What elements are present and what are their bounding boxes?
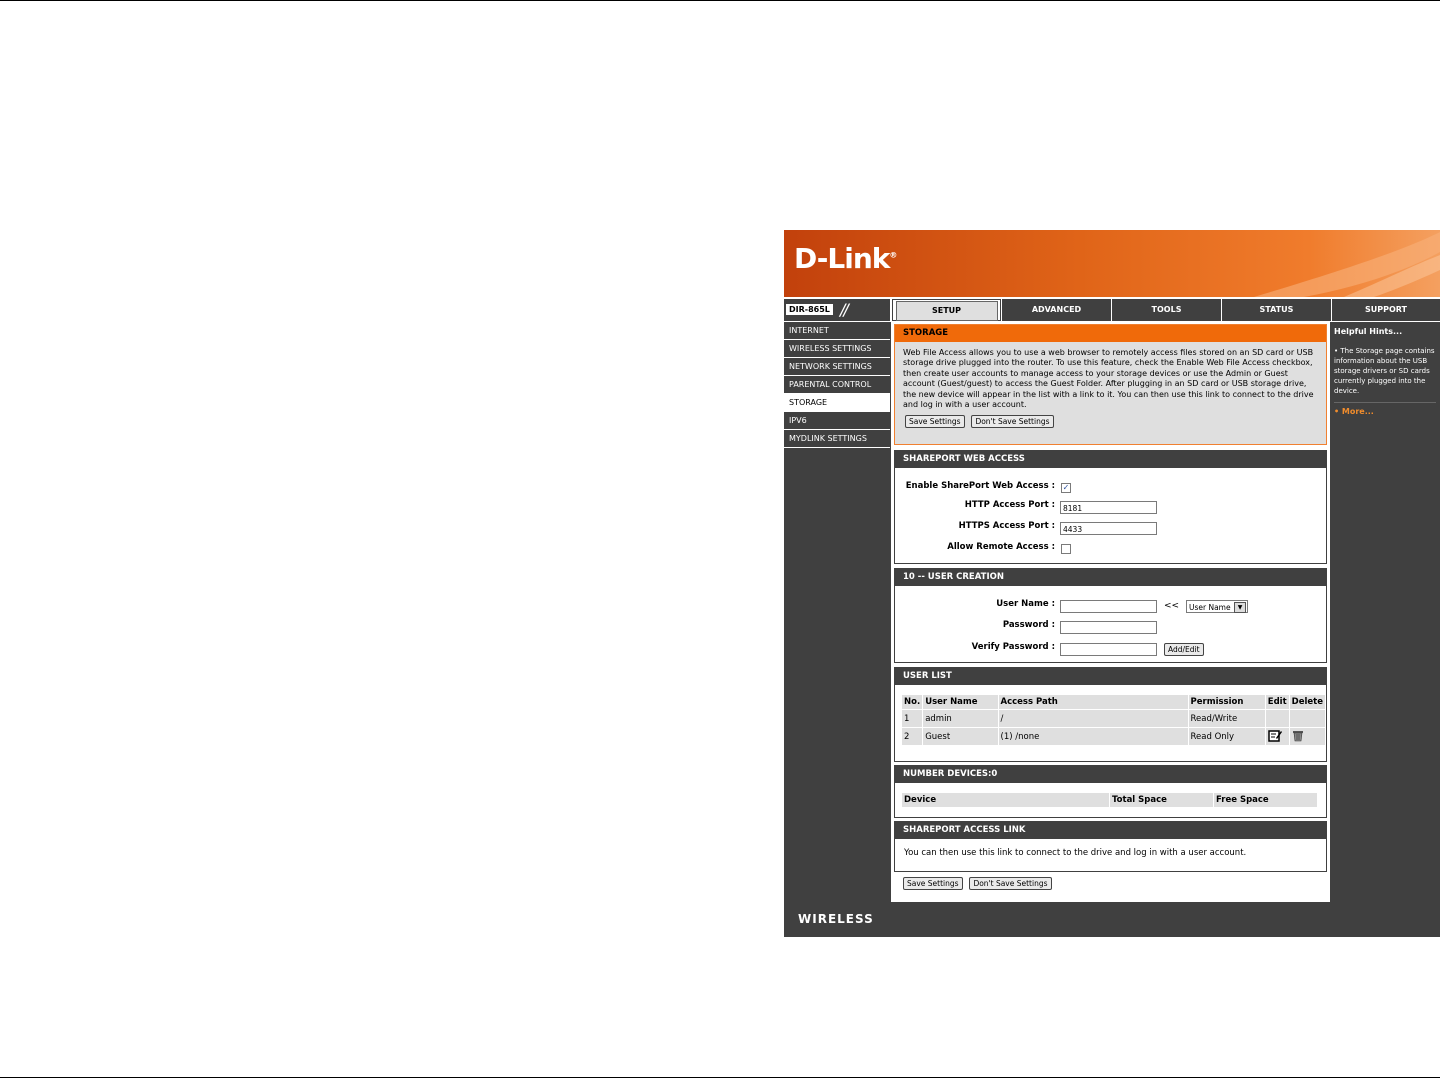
table-row <box>902 710 1325 727</box>
shareport-web-access-section <box>894 450 1327 564</box>
footer-bar <box>784 902 1440 937</box>
hints-more-link[interactable]: • More... <box>1334 407 1374 416</box>
verify-password-label: Verify Password : <box>971 642 1055 652</box>
col-no: No. <box>904 697 921 707</box>
col-device: Device <box>902 793 1109 807</box>
add-edit-button[interactable]: Add/Edit <box>1164 643 1204 656</box>
enable-web-access-label: Enable SharePort Web Access : <box>905 481 1055 491</box>
devices-title: NUMBER DEVICES:0 <box>895 766 1326 783</box>
col-delete: Delete <box>1290 695 1325 709</box>
cell-delete-empty <box>1290 710 1325 727</box>
cell-no: 2 <box>902 728 922 745</box>
page-bottom-rule <box>0 1077 1440 1078</box>
helpful-hints-panel <box>1331 322 1440 902</box>
sidebar <box>784 322 890 448</box>
edit-icon[interactable] <box>1268 729 1282 742</box>
user-list-header-row <box>902 695 1325 709</box>
tab-advanced[interactable]: ADVANCED <box>1002 299 1111 321</box>
cell-no: 1 <box>902 710 922 727</box>
header-banner <box>784 230 1440 297</box>
bottom-button-row <box>903 877 1052 890</box>
user-creation-section <box>894 568 1327 663</box>
cell-user: Guest <box>923 728 997 745</box>
dont-save-settings-button-bottom[interactable]: Don't Save Settings <box>969 877 1051 890</box>
shareport-access-link-section <box>894 821 1327 872</box>
model-box <box>784 299 890 321</box>
save-settings-button[interactable]: Save Settings <box>905 415 965 428</box>
remote-access-label: Allow Remote Access : <box>947 542 1055 552</box>
tab-tools[interactable]: TOOLS <box>1112 299 1221 321</box>
col-access-path: Access Path <box>999 695 1188 709</box>
col-permission: Permission <box>1189 695 1265 709</box>
sidebar-item-wireless-settings[interactable]: WIRELESS SETTINGS <box>784 340 890 358</box>
web-access-title: SHAREPORT WEB ACCESS <box>895 451 1326 468</box>
sidebar-item-ipv6[interactable]: IPV6 <box>784 412 890 430</box>
sidebar-item-network-settings[interactable]: NETWORK SETTINGS <box>784 358 890 376</box>
col-free-space: Free Space <box>1214 793 1317 807</box>
col-user-name: User Name <box>923 695 997 709</box>
tab-setup[interactable]: SETUP <box>892 299 1001 321</box>
username-select-value: User Name <box>1189 603 1231 612</box>
user-list-section <box>894 667 1327 762</box>
cell-permission: Read/Write <box>1189 710 1265 727</box>
router-admin-screenshot <box>784 230 1440 937</box>
copy-arrow: << <box>1164 601 1180 611</box>
cell-permission: Read Only <box>1189 728 1265 745</box>
user-list-table <box>901 694 1326 746</box>
chevron-down-icon[interactable]: ▼ <box>1234 602 1246 613</box>
page-top-rule <box>0 0 1440 1</box>
cell-user: admin <box>923 710 997 727</box>
access-link-title: SHAREPORT ACCESS LINK <box>895 822 1326 839</box>
trash-icon[interactable] <box>1292 729 1304 742</box>
sidebar-item-mydlink-settings[interactable]: MYDLINK SETTINGS <box>784 430 890 448</box>
password-label: Password : <box>1002 620 1055 630</box>
user-creation-title: 10 -- USER CREATION <box>895 569 1326 586</box>
top-nav <box>784 298 1440 322</box>
devices-table <box>901 792 1318 808</box>
http-port-label: HTTP Access Port : <box>964 500 1055 510</box>
username-select[interactable] <box>1186 600 1248 613</box>
model-label: DIR-865L <box>786 304 833 315</box>
cell-edit <box>1266 728 1289 745</box>
https-port-label: HTTPS Access Port : <box>958 521 1055 531</box>
tab-support[interactable]: SUPPORT <box>1332 299 1440 321</box>
dont-save-settings-button[interactable]: Don't Save Settings <box>971 415 1053 428</box>
sidebar-item-parental-control[interactable]: PARENTAL CONTROL <box>784 376 890 394</box>
user-list-title: USER LIST <box>895 668 1326 685</box>
devices-section <box>894 765 1327 818</box>
footer-wireless-label: WIRELESS <box>798 912 874 926</box>
sidebar-item-internet[interactable]: INTERNET <box>784 322 890 340</box>
devices-header-row <box>902 793 1317 807</box>
cell-path: (1) /none <box>999 728 1188 745</box>
verify-password-input[interactable] <box>1060 643 1157 656</box>
enable-web-access-checkbox[interactable]: ✓ <box>1062 483 1070 492</box>
dlink-logo: D-Link® <box>794 242 897 275</box>
cell-delete <box>1290 728 1325 745</box>
tab-status[interactable]: STATUS <box>1222 299 1331 321</box>
username-input[interactable] <box>1060 600 1157 613</box>
password-input[interactable] <box>1060 621 1157 634</box>
storage-section <box>894 324 1327 445</box>
sidebar-item-storage[interactable]: STORAGE <box>784 394 890 412</box>
save-settings-button-bottom[interactable]: Save Settings <box>903 877 963 890</box>
username-label: User Name : <box>996 599 1055 609</box>
model-slash-decoration: // <box>840 300 847 319</box>
col-edit: Edit <box>1267 697 1287 707</box>
remote-access-checkbox[interactable] <box>1061 544 1071 554</box>
http-port-input[interactable]: 8181 <box>1060 501 1157 514</box>
hints-title: Helpful Hints... <box>1334 327 1403 336</box>
cell-edit-empty <box>1266 710 1289 727</box>
cell-path: / <box>999 710 1188 727</box>
storage-title: STORAGE <box>895 325 1326 342</box>
col-total-space: Total Space <box>1110 793 1213 807</box>
table-row <box>902 728 1325 745</box>
storage-description: Web File Access allows you to use a web browser to remotely access files stored on an SD card or USB storage drive plugged into the router. To use this feature, check the Enable Web File Access checkbox, then create user accounts to manage access to your storage devices or use the Admin or Guest account (Guest/guest) to access the Guest Folder. After plugging in an SD card or USB storage drive, the new device will appear in the list with a link to it. You can then use this link to connect to the drive and log in with a user account. <box>903 348 1314 410</box>
https-port-input[interactable]: 4433 <box>1060 522 1157 535</box>
access-link-text: You can then use this link to connect to the drive and log in with a user account. <box>904 848 1247 858</box>
hints-body: • The Storage page contains information about the USB storage drivers or SD cards currently plugged into the device. <box>1334 346 1436 403</box>
main-content <box>891 322 1330 902</box>
